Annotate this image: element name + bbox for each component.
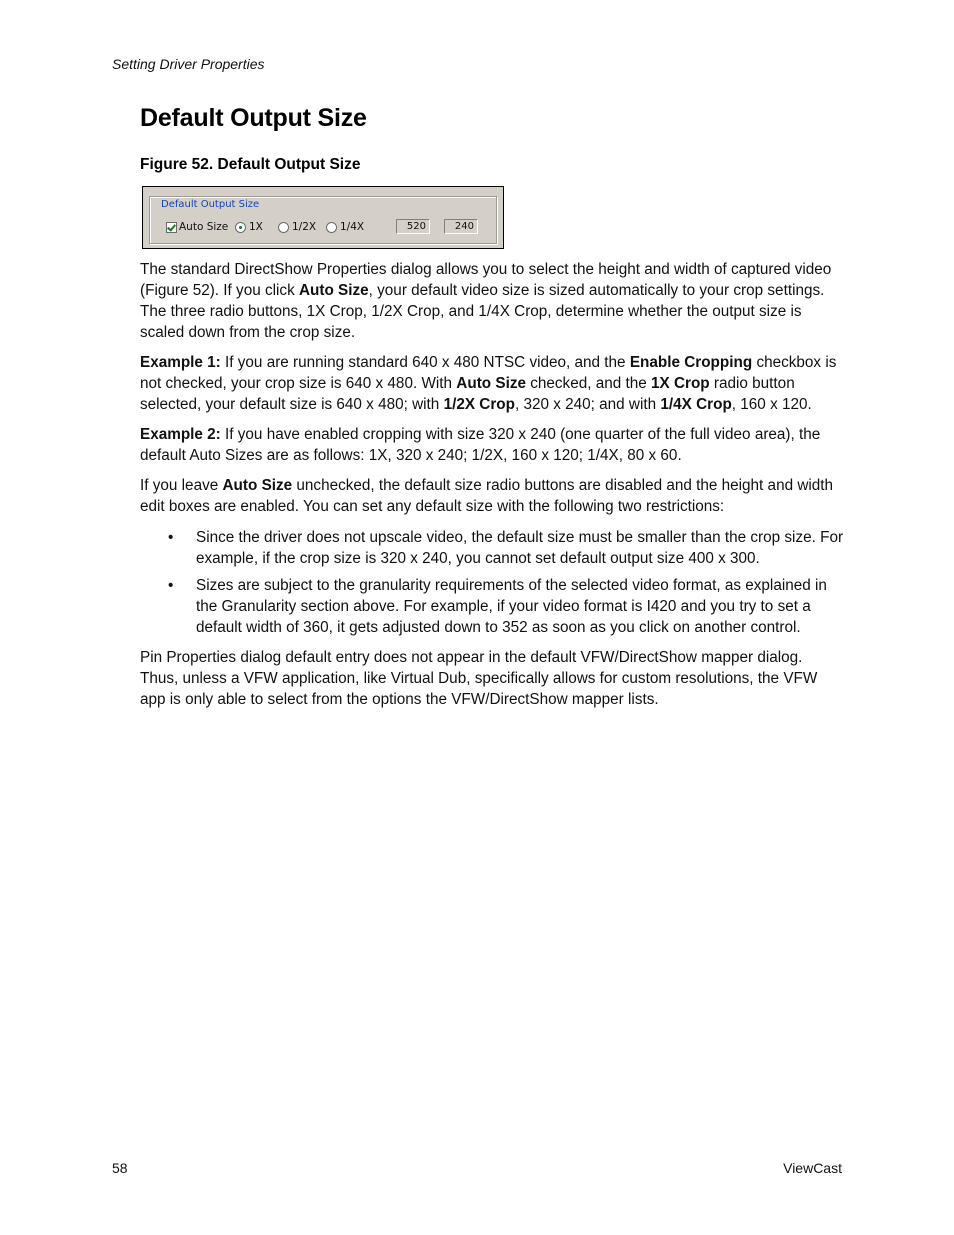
paragraph-example-1: Example 1: If you are running standard 640 x 480 NTSC video, and the Enable Cropping checkbox is not checked, your crop size is 640 x 480. With Auto Size checked, and the 1X Crop radio button selected, your default size is 640 x 480; with 1/2X Crop, 320 x 240; and with 1/4X Crop, 160 x 120. <box>140 354 837 413</box>
footer-company: ViewCast <box>783 1160 842 1176</box>
paragraph-example-2: Example 2: If you have enabled cropping with size 320 x 240 (one quarter of the full video area), the default Auto Sizes are as follows: 1X, 320 x 240; 1/2X, 160 x 120; 1/4X, 80 x 60. <box>140 426 821 464</box>
list-item: • Sizes are subject to the granularity requirements of the selected video format, as explained in the Granularity section above. For example, if your video format is I420 and you try to set a default width of 360, it gets adjusted down to 352 as soon as you click on another control. <box>140 575 844 638</box>
radio-1x-label: 1X <box>249 221 263 233</box>
radio-unselected-icon <box>278 222 289 233</box>
paragraph-restrictions: If you leave Auto Size unchecked, the default size radio buttons are disabled and the height and width edit boxes are enabled. You can set any default size with the following two restrictions: <box>140 477 834 515</box>
radio-quarter[interactable] <box>326 221 364 233</box>
paragraph-intro: The standard DirectShow Properties dialog allows you to select the height and width of captured video (Figure 52). If you click Auto Size, your default video size is sized automatically to your crop settings. The three radio buttons, 1X Crop, 1/2X Crop, and 1/4X Crop, determine whether the output size is scaled down from the crop size. <box>140 261 832 341</box>
radio-unselected-icon <box>326 222 337 233</box>
figure-caption: Figure 52. Default Output Size <box>140 156 361 173</box>
width-edit-box[interactable]: 520 <box>396 219 430 234</box>
auto-size-checkbox[interactable] <box>166 221 228 233</box>
height-edit-box[interactable]: 240 <box>444 219 478 234</box>
radio-half[interactable] <box>278 221 316 233</box>
default-output-size-groupbox <box>149 196 497 244</box>
radio-half-label: 1/2X <box>292 221 317 233</box>
groupbox-label: Default Output Size <box>161 199 260 210</box>
checkbox-checked-icon <box>166 222 177 233</box>
figure-default-output-size <box>142 186 504 249</box>
running-header: Setting Driver Properties <box>112 56 265 72</box>
section-title: Default Output Size <box>140 104 367 132</box>
paragraph-mapper-note: Pin Properties dialog default entry does not appear in the default VFW/DirectShow mapper dialog. Thus, unless a VFW application, like Virtual Dub, specifically allows for custom resolutions, the VFW app is only able to select from the options the VFW/DirectShow mapper lists. <box>140 649 818 708</box>
page-number: 58 <box>112 1160 128 1176</box>
radio-1x[interactable] <box>235 221 263 233</box>
list-item: • Since the driver does not upscale video, the default size must be smaller than the crop size. For example, if the crop size is 320 x 240, you cannot set default output size 400 x 300. <box>140 527 844 569</box>
radio-selected-icon <box>235 222 246 233</box>
restriction-list <box>140 527 844 638</box>
auto-size-label: Auto Size <box>179 221 229 233</box>
radio-quarter-label: 1/4X <box>340 221 365 233</box>
